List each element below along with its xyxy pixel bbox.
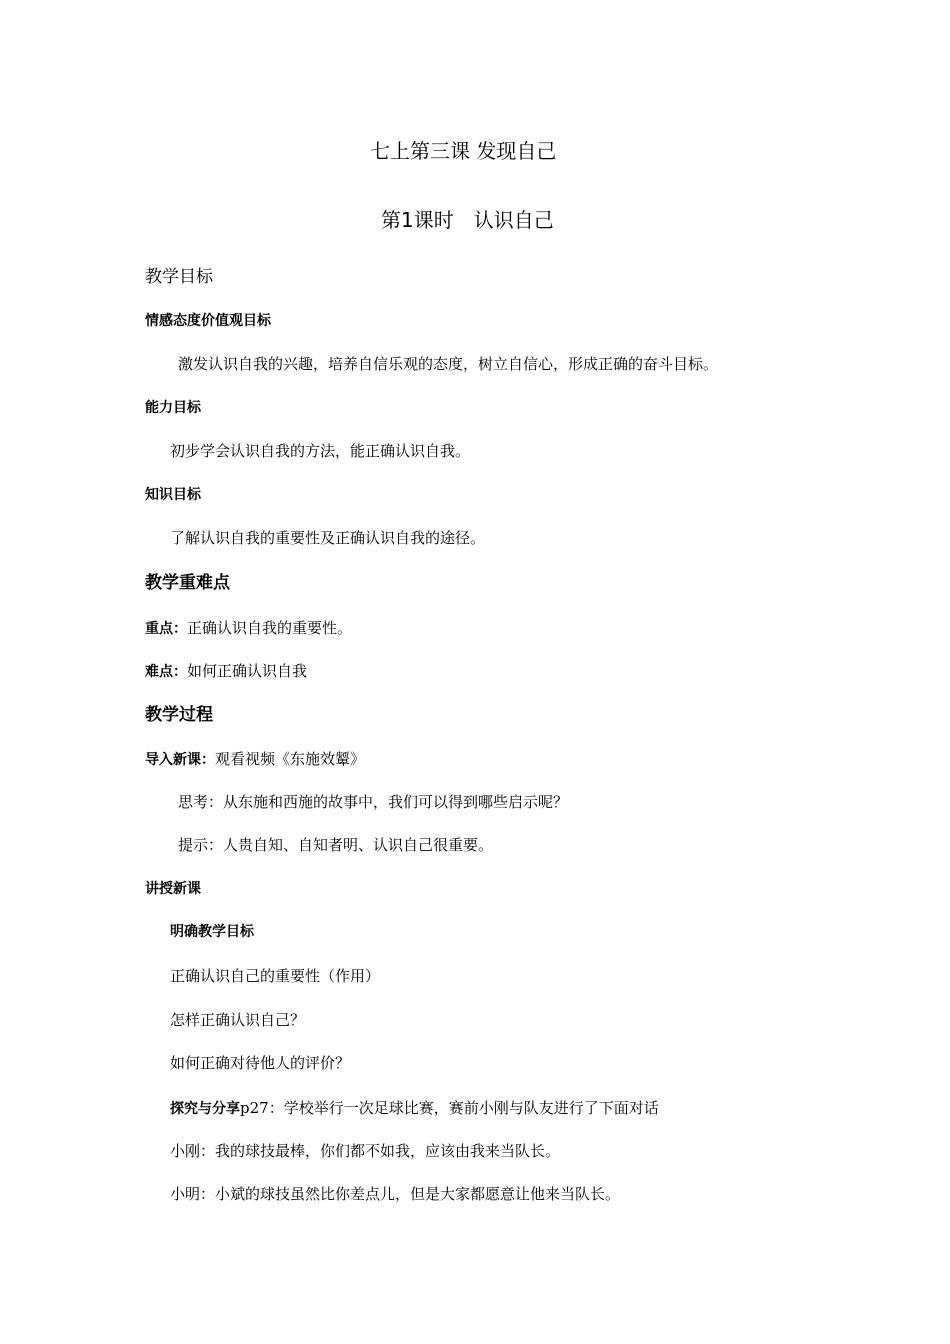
clarify-heading: 明确教学目标	[170, 924, 254, 940]
lesson-subtitle: 第1课时 认识自己	[381, 208, 554, 232]
ability-text: 初步学会认识自我的方法，能正确认识自我。	[170, 442, 471, 460]
knowledge-heading: 知识目标	[145, 487, 201, 503]
key-point	[145, 618, 352, 638]
keypoints-heading: 教学重难点	[145, 573, 230, 593]
objectives-heading: 教学目标	[145, 267, 213, 287]
difficult-text: 如何正确认识自我	[187, 662, 308, 680]
explore-text: p27：学校举行一次足球比赛，赛前小刚与队友进行了下面对话	[240, 1099, 659, 1117]
emotion-text: 激发认识自我的兴趣，培养自信乐观的态度，树立自信心，形成正确的奋斗目标。	[178, 355, 719, 373]
intro-text: 观看视频《东施效颦》	[215, 750, 366, 768]
intro-line	[145, 749, 365, 769]
dialog-1: 小刚：我的球技最棒，你们都不如我，应该由我来当队长。	[170, 1142, 561, 1160]
key-label: 重点：	[145, 621, 187, 637]
think-text: 思考：从东施和西施的故事中，我们可以得到哪些启示呢？	[178, 793, 569, 811]
difficult-label: 难点：	[145, 664, 187, 680]
difficult-point	[145, 661, 307, 681]
goal-1: 正确认识自己的重要性（作用）	[170, 967, 381, 985]
dialog-2: 小明：小斌的球技虽然比你差点儿，但是大家都愿意让他来当队长。	[170, 1185, 621, 1203]
lesson-title: 七上第三课 发现自己	[370, 139, 557, 163]
ability-heading: 能力目标	[145, 400, 201, 416]
explore-line	[170, 1098, 659, 1118]
goal-3: 如何正确对待他人的评价？	[170, 1054, 351, 1072]
process-heading: 教学过程	[145, 705, 213, 725]
goal-2: 怎样正确认识自己？	[170, 1011, 306, 1029]
explore-label: 探究与分享	[170, 1101, 240, 1117]
knowledge-text: 了解认识自我的重要性及正确认识自我的途径。	[170, 529, 486, 547]
intro-label: 导入新课：	[145, 752, 215, 768]
emotion-heading: 情感态度价值观目标	[145, 313, 271, 329]
teach-heading: 讲授新课	[145, 881, 201, 897]
key-text: 正确认识自我的重要性。	[187, 619, 353, 637]
hint-text: 提示：人贵自知、自知者明、认识自己很重要。	[178, 836, 494, 854]
